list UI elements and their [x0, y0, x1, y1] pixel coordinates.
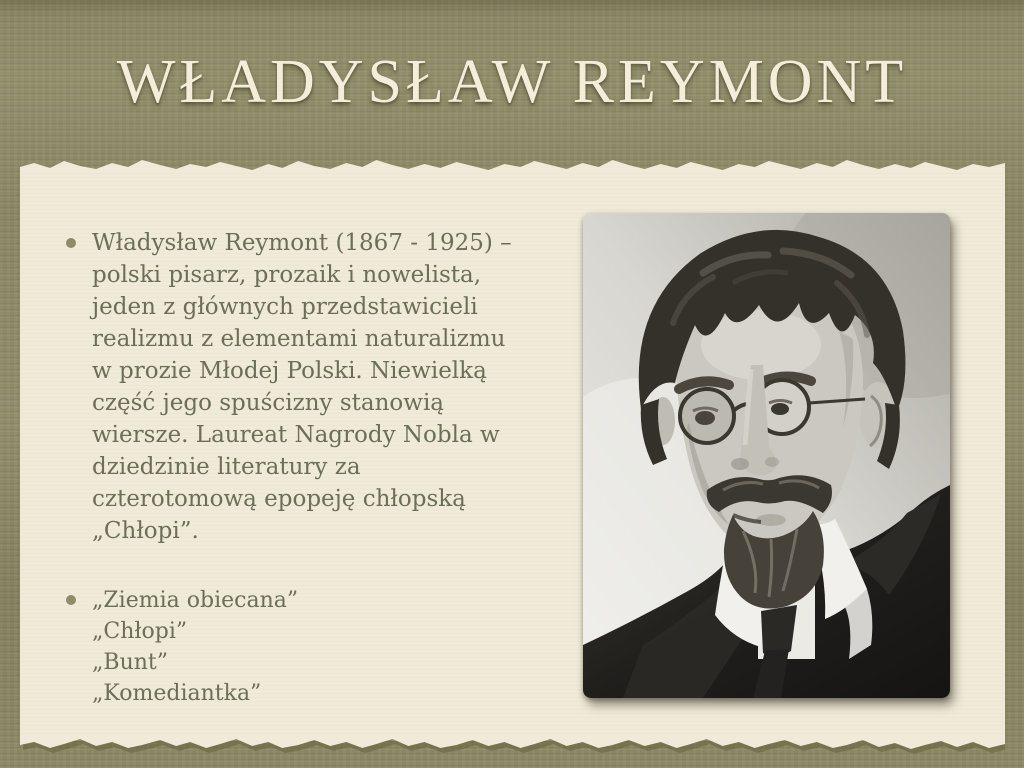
bio-text [92, 227, 512, 547]
work-title: „Ziemia obiecana” [92, 588, 299, 613]
bio-line: realizmu z elementami naturalizmu [92, 326, 506, 352]
bullet-icon [66, 238, 76, 248]
work-title: „Bunt” [92, 650, 168, 675]
work-item [66, 678, 298, 709]
slide-title: WŁADYSŁAW REYMONT [116, 48, 908, 116]
bio-bullet-item [66, 227, 512, 547]
bio-line: Władysław Reymont (1867 - 1925) – [92, 230, 512, 256]
bio-line: jeden z głównych przedstawicieli [92, 294, 478, 320]
bullet-icon [66, 595, 76, 605]
work-item [66, 647, 298, 678]
bio-line: czterotomową epopeję chłopską [92, 486, 466, 512]
bio-line: „Chłopi”. [92, 518, 199, 544]
portrait-image [583, 213, 950, 698]
work-title: „Komediantka” [92, 681, 262, 706]
content-panel [20, 171, 1005, 738]
bio-line: polski pisarz, prozaik i nowelista, [92, 262, 482, 288]
torn-edge-top [20, 158, 1005, 173]
torn-edge-bottom [20, 736, 1005, 756]
bio-line: dziedzinie literatury za [92, 454, 361, 480]
bio-line: w prozie Młodej Polski. Niewielką [92, 358, 487, 384]
work-title: „Chłopi” [92, 619, 188, 644]
work-item [66, 585, 298, 616]
reymont-portrait-photo [583, 213, 950, 698]
bio-line: wiersze. Laureat Nagrody Nobla w [92, 422, 500, 448]
work-item [66, 616, 298, 647]
bio-line: część jego spuścizny stanowią [92, 390, 445, 416]
works-list [66, 585, 298, 709]
